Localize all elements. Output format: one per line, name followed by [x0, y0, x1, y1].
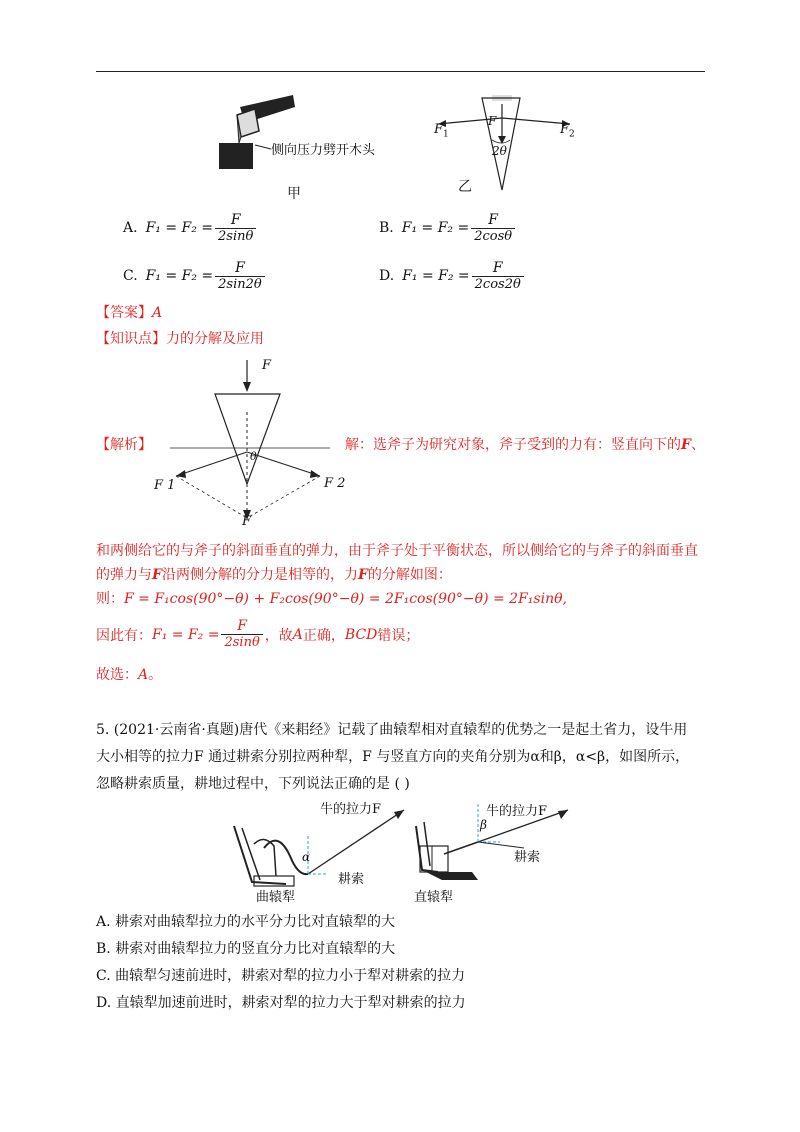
analysis-line5: 因此有： F₁ = F₂ = $\frac{F}{2\sin\theta}$ ，故 A 正确， BCD 错误；	[96, 618, 420, 650]
analysis-line4: 则：F = F₁cos(90°−θ) + F₂cos(90°−θ) = 2F₁cos(90°−θ) = 2F₁sinθ,	[96, 591, 567, 607]
option-c[interactable]: C. F₁ = F₂ = $\frac{F}{2\sin 2\theta}$	[123, 256, 267, 296]
analysis-line3: 的弹力与F沿两侧分解的分力是相等的，力F的分解如图：	[96, 567, 452, 583]
straight-plough-figure	[408, 796, 588, 906]
diag-F-top: F	[262, 358, 272, 373]
right-rope-label: 耕索	[514, 850, 541, 865]
analysis-tag: 【解析】	[96, 437, 152, 453]
figure-jia-caption: 甲	[287, 186, 301, 202]
q5-line2: 大小相等的拉力F 通过耕索分别拉两种犁，F 与竖直方向的夹角分别为α和β，α<β，如图所示，	[96, 749, 690, 765]
right-beta: β	[480, 818, 487, 832]
diag-theta: θ	[250, 450, 257, 463]
q5-option-a[interactable]: A. 耕索对曲辕犁拉力的水平分力比对直辕犁的大	[96, 914, 396, 930]
option-d[interactable]: D. F₁ = F₂ = $\frac{F}{2\cos 2\theta}$	[379, 256, 526, 296]
analysis-intro: 解：选斧子为研究对象，斧子受到的力有：竖直向下的F、	[345, 437, 705, 453]
analysis-line6: 故选：A。	[96, 667, 163, 683]
q5-line3: 忽略耕索质量，耕地过程中，下列说法正确的是 ( )	[96, 776, 410, 792]
figure-jia	[215, 95, 400, 205]
diag-F1: F 1	[154, 478, 176, 493]
fig-yi-F1: $F_1$	[434, 122, 449, 140]
right-caption: 直辕犁	[414, 890, 454, 905]
q5-option-d[interactable]: D. 直辕犁加速前进时，耕索对犁的拉力大于犁对耕索的拉力	[96, 995, 466, 1011]
fig-yi-F: F	[488, 114, 497, 128]
figure-jia-label: 侧向压力劈开木头	[271, 143, 376, 158]
diag-F-bottom: F	[242, 514, 252, 529]
analysis-line2: 和两侧给它的与斧子的斜面垂直的弹力，由于斧子处于平衡状态，所以侧给它的与斧子的斜面垂直	[96, 543, 698, 559]
knowledge-line: 【知识点】力的分解及应用	[96, 331, 264, 347]
q5-line1: 5. (2021·云南省·真题)唐代《来耜经》记载了曲辕犁相对直辕犁的优势之一是起土省力，设牛用	[96, 722, 688, 738]
left-rope-label: 耕索	[338, 872, 365, 887]
right-force-label: 牛的拉力F	[486, 804, 548, 819]
figure-yi	[430, 90, 590, 200]
curved-plough-figure	[228, 796, 428, 906]
option-b[interactable]: B. F₁ = F₂ = $\frac{F}{2\cos\theta}$	[379, 208, 517, 248]
diag-F2: F 2	[324, 476, 346, 491]
header-rule	[96, 71, 705, 72]
q5-option-b[interactable]: B. 耕索对曲辕犁拉力的竖直分力比对直辕犁的大	[96, 941, 396, 957]
left-caption: 曲辕犁	[256, 890, 296, 905]
force-decomposition-diagram	[150, 352, 360, 532]
fig-yi-angle: 2θ	[492, 144, 507, 158]
answer-line: 【答案】A	[96, 305, 163, 321]
option-a[interactable]: A. F₁ = F₂ = $\frac{F}{2\sin\theta}$	[123, 208, 258, 248]
wedge-force-diagram	[430, 90, 590, 200]
left-force-label: 牛的拉力F	[320, 802, 382, 817]
q5-option-c[interactable]: C. 曲辕犁匀速前进时，耕索对犁的拉力小于犁对耕索的拉力	[96, 968, 466, 984]
fig-yi-F2: $F_2$	[560, 122, 575, 140]
figure-yi-caption: 乙	[458, 179, 472, 195]
left-alpha: α	[302, 850, 311, 864]
